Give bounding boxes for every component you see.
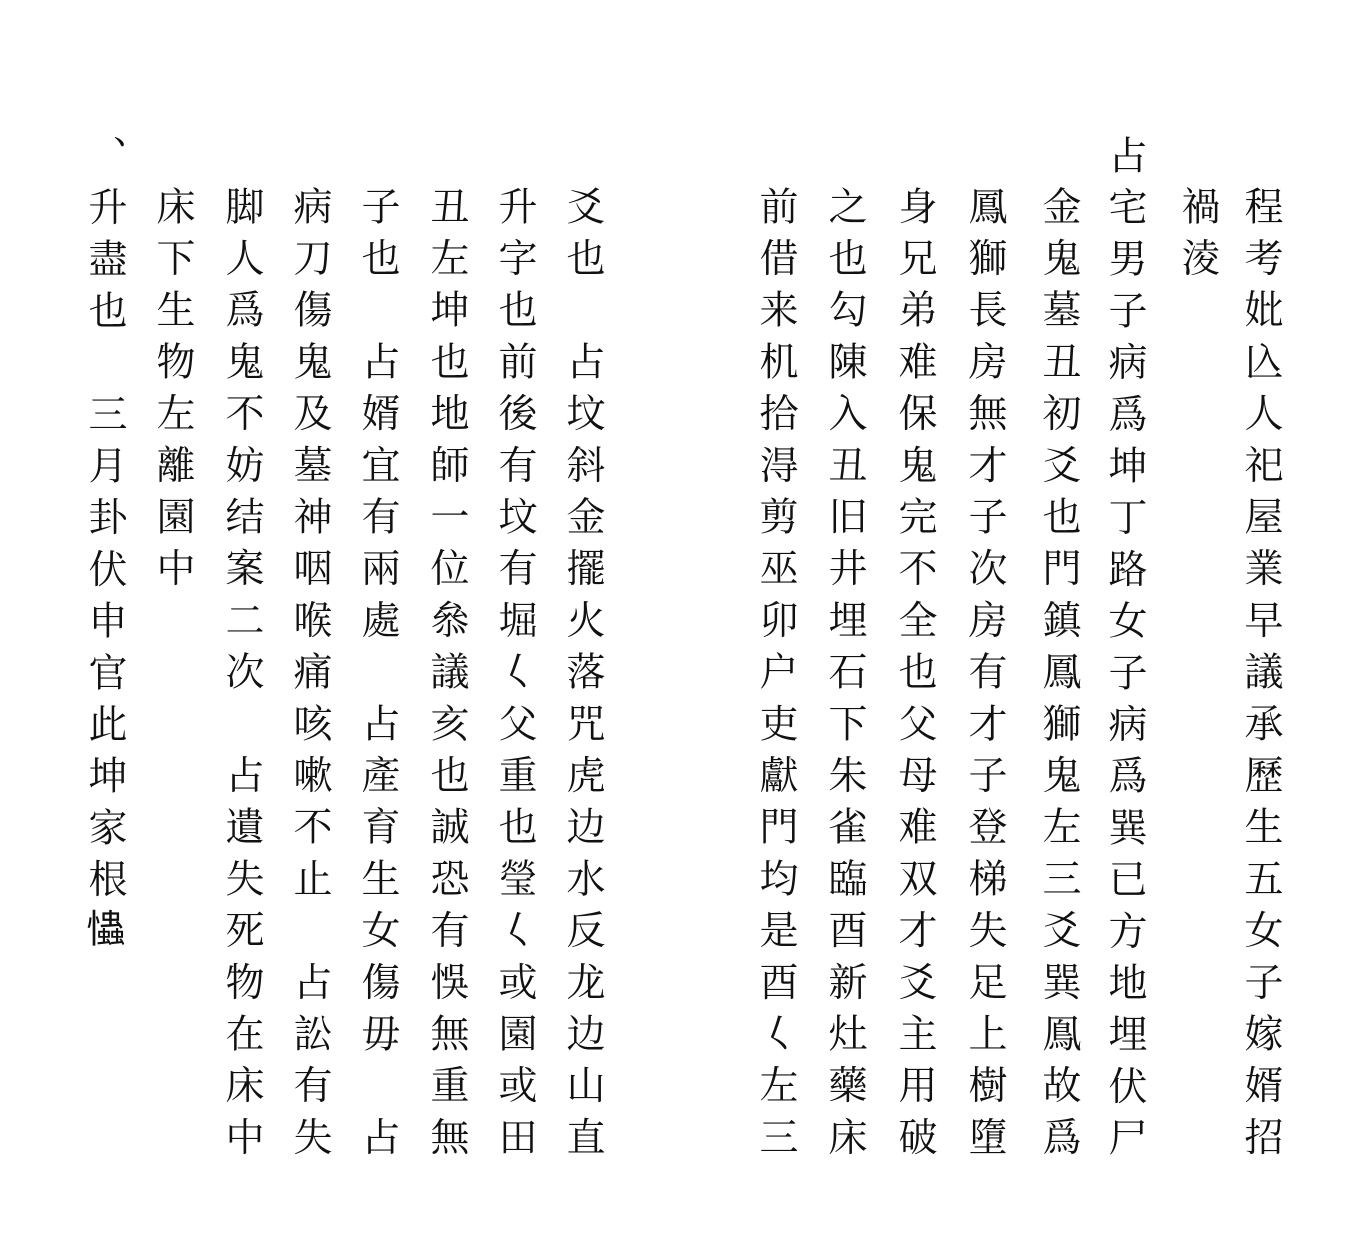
text-column: 升字也前後有坟有堀𡿨父重也瑩𡿨或園或田 [492, 186, 537, 1169]
text-column: 、升盡也 三月卦伏申官此坤家根𢥞 [82, 135, 127, 963]
text-column: 床下生物左離園中 [150, 186, 195, 600]
text-column: 脚人爲鬼不妨结案二次 占遺失死物在床中 [219, 186, 264, 1169]
text-column: 前借来机拾淂剪巫卯户吏獻門均是酉𡿨左三 [753, 186, 798, 1169]
text-column: 鳳獅長房無才子次房有才子登梯失足上樹墮 [962, 186, 1007, 1169]
text-column: 程考妣兦人祀屋業早議承歷生五女子嫁婿招 [1238, 186, 1283, 1169]
text-column: 丑左坤也地師一位叅議亥也誠恐有悞無重無 [424, 186, 469, 1169]
text-column: 病刀傷鬼及墓神咽喉痛咳嗽不止 占訟有失 [287, 186, 332, 1169]
text-column: 爻也 占坟斜金擺火落咒虎边水反龙边山直 [560, 186, 605, 1169]
text-column: 金鬼墓丑初爻也門鎮鳳獅鬼左三爻巽鳯故爲 [1036, 186, 1081, 1169]
text-column: 子也 占婿宜有兩處 占產育生女傷毋 占 [355, 186, 400, 1169]
text-column: 禍淩 [1175, 186, 1220, 290]
text-column: 占宅男子病爲坤丁路女子病爲巽已方地埋伏尸 [1102, 135, 1147, 1169]
text-column: 之也勾陳入丑旧井埋石下朱雀臨酉新灶藥床 [822, 186, 867, 1169]
text-column: 身兄弟难保鬼完不全也父母难双才爻主用破 [892, 186, 937, 1169]
